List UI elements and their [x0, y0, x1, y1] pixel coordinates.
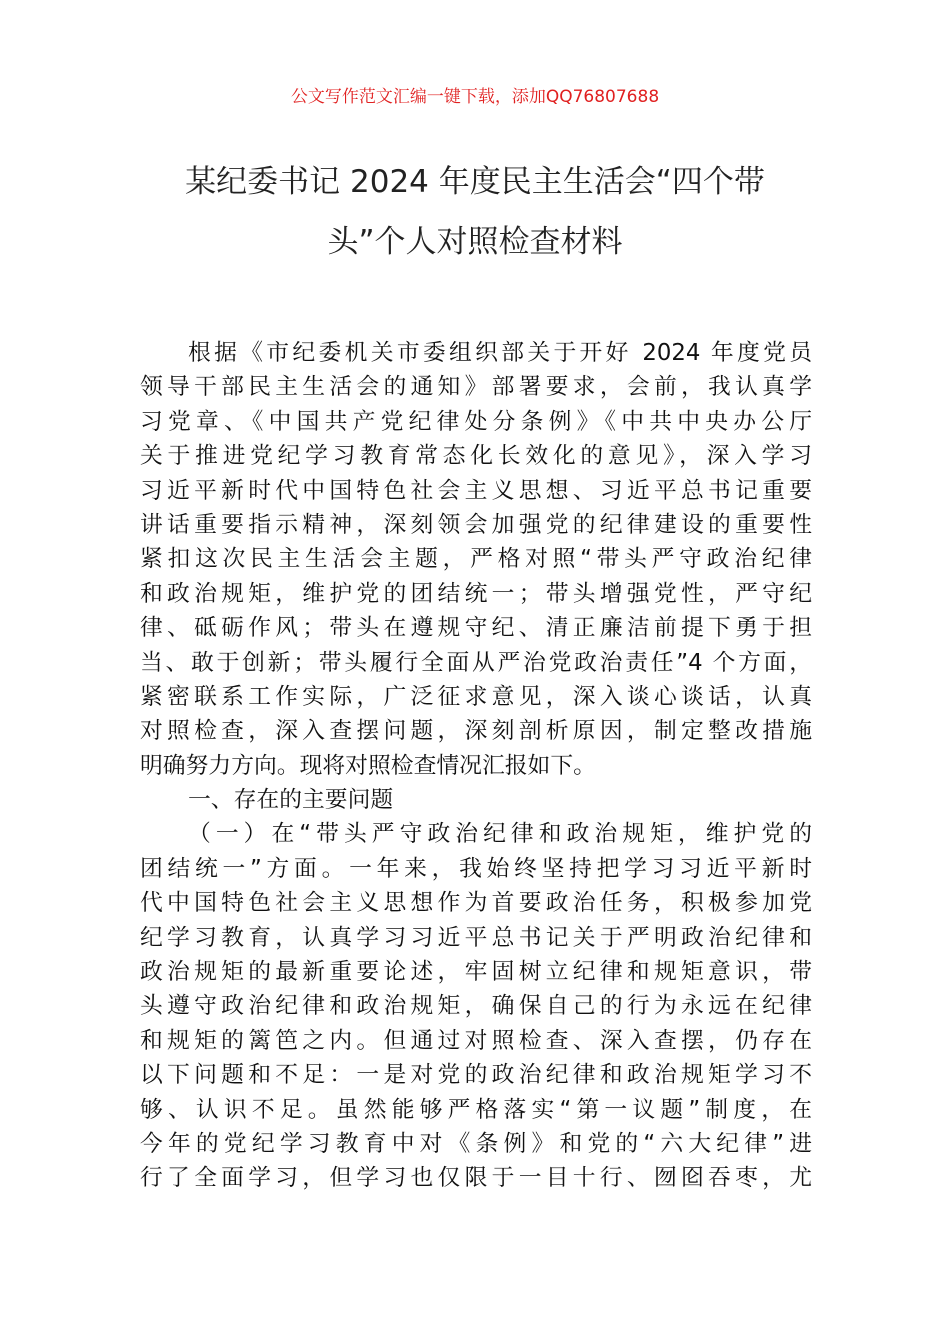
- title-line-1: 某纪委书记 2024 年度民主生活会“四个带: [185, 164, 765, 200]
- body-line: 律、砥砺作风；带头在遵规守纪、清正廉洁前提下勇于担: [140, 615, 812, 642]
- body-line: 今年的党纪学习教育中对《条例》和党的“六大纪律”进: [140, 1130, 812, 1157]
- body-line: 以下问题和不足：一是对党的政治纪律和政治规矩学习不: [140, 1062, 812, 1089]
- body-line: 纪学习教育，认真学习习近平总书记关于严明政治纪律和: [140, 924, 812, 951]
- body-line: 领导干部民主生活会的通知》部署要求，会前，我认真学: [140, 374, 812, 401]
- document-body: [140, 336, 812, 1196]
- body-line: 讲话重要指示精神，深刻领会加强党的纪律建设的重要性: [140, 511, 812, 538]
- body-line: 代中国特色社会主义思想作为首要政治任务，积极参加党: [140, 890, 812, 917]
- body-line: 紧密联系工作实际，广泛征求意见，深入谈心谈话，认真: [140, 683, 812, 710]
- document-title: [140, 152, 810, 272]
- body-line: 行了全面学习，但学习也仅限于一目十行、囫囵吞枣，尤: [140, 1165, 812, 1192]
- body-line: 和政治规矩，维护党的团结统一；带头增强党性，严守纪: [140, 580, 812, 607]
- section-heading: 一、存在的主要问题: [188, 787, 394, 814]
- download-banner: 公文写作范文汇编一键下载，添加QQ76807688: [290, 87, 660, 107]
- body-line: 根据《市纪委机关市委组织部关于开好 2024 年度党员: [188, 340, 812, 366]
- body-line: 明确努力方向。现将对照检查情况汇报如下。: [140, 752, 596, 779]
- body-line: 政治规矩的最新重要论述，牢固树立纪律和规矩意识，带: [140, 959, 812, 986]
- body-line: 和规矩的篱笆之内。但通过对照检查、深入查摆，仍存在: [140, 1027, 812, 1054]
- body-line: 对照检查，深入查摆问题，深刻剖析原因，制定整改措施: [140, 718, 812, 745]
- body-line: （一）在“带头严守政治纪律和政治规矩，维护党的: [188, 821, 812, 848]
- body-line: 头遵守政治纪律和政治规矩，确保自己的行为永远在纪律: [140, 993, 812, 1020]
- body-line: 关于推进党纪学习教育常态化长效化的意见》，深入学习: [140, 443, 812, 470]
- body-line: 够、认识不足。虽然能够严格落实“第一议题”制度，在: [140, 1096, 812, 1123]
- body-line: 紧扣这次民主生活会主题，严格对照“带头严守政治纪律: [140, 546, 812, 573]
- body-line: 习党章、《中国共产党纪律处分条例》《中共中央办公厅: [140, 408, 812, 435]
- title-line-2: 头”个人对照检查材料: [327, 224, 623, 260]
- body-line: 团结统一”方面。一年来，我始终坚持把学习习近平新时: [140, 855, 812, 882]
- body-line: 习近平新时代中国特色社会主义思想、习近平总书记重要: [140, 477, 812, 504]
- body-line: 当、敢于创新；带头履行全面从严治党政治责任”4 个方面，: [140, 649, 812, 676]
